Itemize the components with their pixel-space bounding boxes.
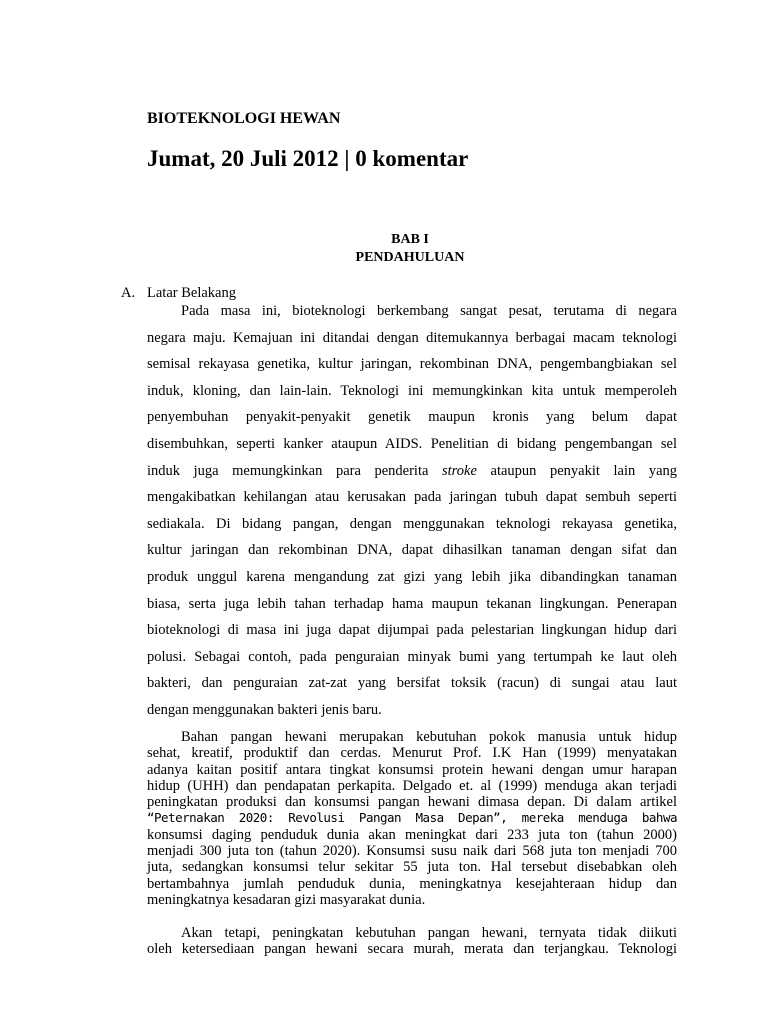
- paragraph-line: Pada masa ini, bioteknologi berkembang sangat pesat, terutama di negara: [181, 303, 677, 319]
- paragraph-line: dengan menggunakan bakteri jenis baru.: [147, 701, 382, 718]
- line-text: induk juga memungkinkan para penderita: [147, 462, 429, 479]
- paragraph-line: induk, kloning, dan lain-lain. Teknologi ini memungkinkan kita untuk memperoleh: [147, 382, 677, 399]
- line-text: ataupun penyakit lain yang: [490, 462, 678, 479]
- paragraph-line: peningkatan produksi dan konsumsi pangan hewani dimasa depan. Di dalam artikel: [147, 794, 677, 811]
- paragraph-line: konsumsi daging penduduk dunia akan meningkat dari 233 juta ton (tahun 2000): [147, 826, 677, 843]
- paragraph-line: adanya kaitan positif antara tingkat konsumsi protein hewani dengan umur harapan: [147, 761, 677, 778]
- paragraph-line: Akan tetapi, peningkatan kebutuhan pangan hewani, ternyata tidak diikuti: [181, 925, 677, 941]
- paragraph-line: polusi. Sebagai contoh, pada penguraian minyak bumi yang tertumpah ke laut oleh: [147, 648, 677, 665]
- paragraph-2: [147, 729, 677, 908]
- paragraph-line: biasa, serta juga lebih tahan terhadap hama maupun tekanan lingkungan. Penerapan: [147, 595, 677, 612]
- paragraph-line: semisal rekayasa genetika, kultur jaringan, rekombinan DNA, pengembangbiakan sel: [147, 356, 677, 373]
- paragraph-line: hidup (UHH) dan pendapatan perkapita. Delgado et. al (1999) menduga akan terjadi: [147, 777, 677, 794]
- chapter-number: BAB I: [391, 232, 429, 247]
- paragraph-line: disembuhkan, seperti kanker ataupun AIDS. Penelitian di bidang pengembangan sel: [147, 435, 677, 452]
- section-marker: A.: [121, 285, 136, 301]
- paragraph-line: kultur jaringan dan rekombinan DNA, dapat dihasilkan tanaman dengan sifat dan: [147, 542, 677, 559]
- italic-term: stroke: [442, 462, 477, 479]
- paragraph-line: produk unggul karena mengandung zat gizi yang lebih jika dibandingkan tanaman: [147, 568, 677, 585]
- paragraph-line: negara maju. Kemajuan ini ditandai dengan ditemukannya berbagai macam teknologi: [147, 329, 677, 346]
- paragraph-line: bakteri, dan penguraian zat-zat yang bersifat toksik (racun) di sungai atau laut: [147, 675, 677, 692]
- paragraph-line: menjadi 300 juta ton (tahun 2020). Konsumsi susu naik dari 568 juta ton menjadi 700: [147, 843, 677, 860]
- paragraph-line: bioteknologi di masa ini juga dapat dijumpai pada pelestarian lingkungan hidup dari: [147, 622, 677, 639]
- paragraph-line: bertambahnya jumlah penduduk dunia, meningkatnya kesejahteraan hidup dan: [147, 875, 677, 892]
- paragraph-line: oleh ketersediaan pangan hewani secara murah, merata dan terjangkau. Teknologi: [147, 941, 677, 958]
- post-date-comments: Jumat, 20 Juli 2012 | 0 komentar: [147, 146, 469, 171]
- paragraph-line: juta, sedangkan konsumsi telur sekitar 55 juta ton. Hal tersebut disebabkan oleh: [147, 859, 677, 876]
- paragraph-1: [147, 298, 677, 724]
- paragraph-line: sehat, kreatif, produktif dan cerdas. Menurut Prof. I.K Han (1999) menyatakan: [147, 745, 677, 762]
- paragraph-3: [147, 925, 677, 958]
- paragraph-line-with-italic: [147, 458, 677, 485]
- paragraph-line: sediakala. Di bidang pangan, dengan menggunakan teknologi rekayasa genetika,: [147, 515, 677, 532]
- chapter-heading: [340, 231, 480, 267]
- paragraph-line: Bahan pangan hewani merupakan kebutuhan pokok manusia untuk hidup: [181, 729, 677, 745]
- paragraph-line: mengakibatkan kehilangan atau kerusakan pada jaringan tubuh dapat sembuh seperti: [147, 489, 677, 506]
- section-label: Latar Belakang: [147, 285, 236, 301]
- paragraph-line: meningkatnya kesadaran gizi masyarakat dunia.: [147, 891, 426, 908]
- paragraph-line-quote: “Peternakan 2020: Revolusi Pangan Masa Depan”, mereka menduga bahwa: [147, 810, 677, 826]
- paragraph-line: penyembuhan penyakit-penyakit genetik maupun kronis yang belum dapat: [147, 409, 677, 426]
- document-title: BIOTEKNOLOGI HEWAN: [147, 110, 341, 127]
- chapter-name: PENDAHULUAN: [355, 250, 465, 265]
